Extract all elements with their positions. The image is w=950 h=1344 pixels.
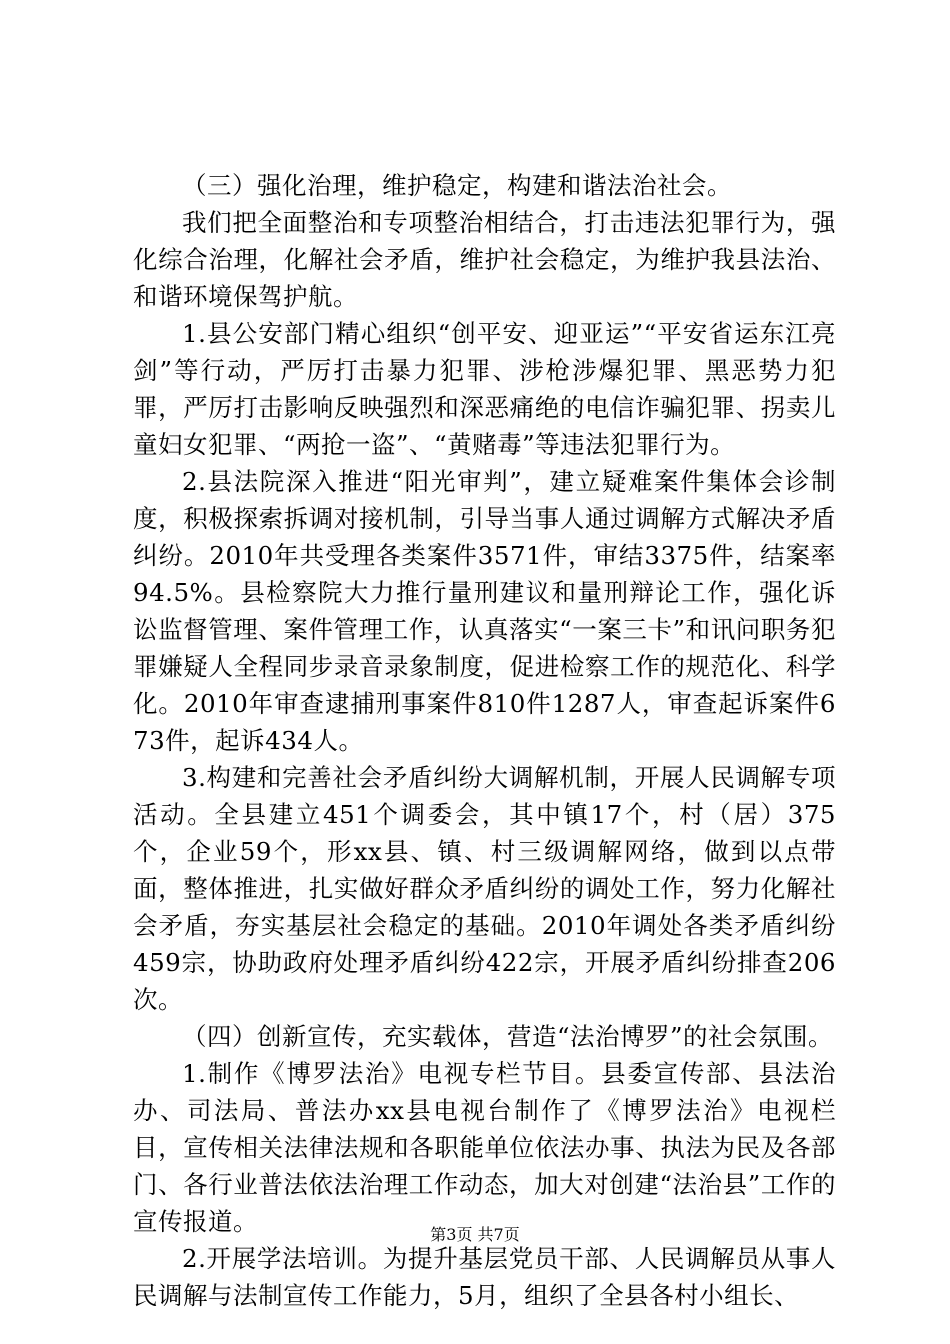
document-body (133, 167, 836, 1314)
item-paragraph-police: 1.县公安部门精心组织“创平安、迎亚运”“平安省运东江亮剑”等行动，严厉打击暴力犯罪、涉枪涉爆犯罪、黑恶势力犯罪，严厉打击影响反映强烈和深恶痛绝的电信诈骗犯罪、拐卖儿童妇女犯罪、“两抢一盗”、“黄赌毒”等违法犯罪行为。 (133, 319, 836, 459)
item-paragraph-mediation: 3.构建和完善社会矛盾纠纷大调解机制，开展人民调解专项活动。全县建立451个调委会，其中镇17个，村（居）375个，企业59个，形xx县、镇、村三级调解网络，做到以点带面，整体推进，扎实做好群众矛盾纠纷的调处工作，努力化解社会矛盾，夯实基层社会稳定的基础。2010年调处各类矛盾纠纷459宗，协助政府处理矛盾纠纷422宗，开展矛盾纠纷排查206次。 (133, 763, 836, 1014)
section-heading-3: （三）强化治理，维护稳定，构建和谐法治社会。 (182, 171, 732, 200)
item-paragraph-tv-program: 1.制作《博罗法治》电视专栏节目。县委宣传部、县法治办、司法局、普法办xx县电视台制作了《博罗法治》电视栏目，宣传相关法律法规和各职能单位依法办事、执法为民及各部门、各行业普法依法治理工作动态，加大对创建“法治县”工作的宣传报道。 (133, 1059, 836, 1236)
item-paragraph-court: 2.县法院深入推进“阳光审判”，建立疑难案件集体会诊制度，积极探索拆调对接机制，引导当事人通过调解方式解决矛盾纠纷。2010年共受理各类案件3571件，审结3375件，结案率94.5%。县检察院大力推行量刑建议和量刑辩论工作，强化诉讼监督管理、案件管理工作，认真落实“一案三卡”和讯问职务犯罪嫌疑人全程同步录音录象制度，促进检察工作的规范化、科学化。2010年审查逮捕刑事案件810件1287人，审查起诉案件673件，起诉434人。 (133, 467, 836, 755)
page-number-footer: 第3页 共7页 (430, 1225, 520, 1244)
section-heading-4: （四）创新宣传，充实载体，营造“法治博罗”的社会氛围。 (182, 1022, 834, 1051)
item-paragraph-training: 2.开展学法培训。为提升基层党员干部、人民调解员从事人民调解与法制宣传工作能力，5月，组织了全县各村小组长、 (133, 1244, 836, 1310)
section-intro-paragraph: 我们把全面整治和专项整治相结合，打击违法犯罪行为，强化综合治理，化解社会矛盾，维护社会稳定，为维护我县法治、和谐环境保驾护航。 (133, 208, 836, 311)
